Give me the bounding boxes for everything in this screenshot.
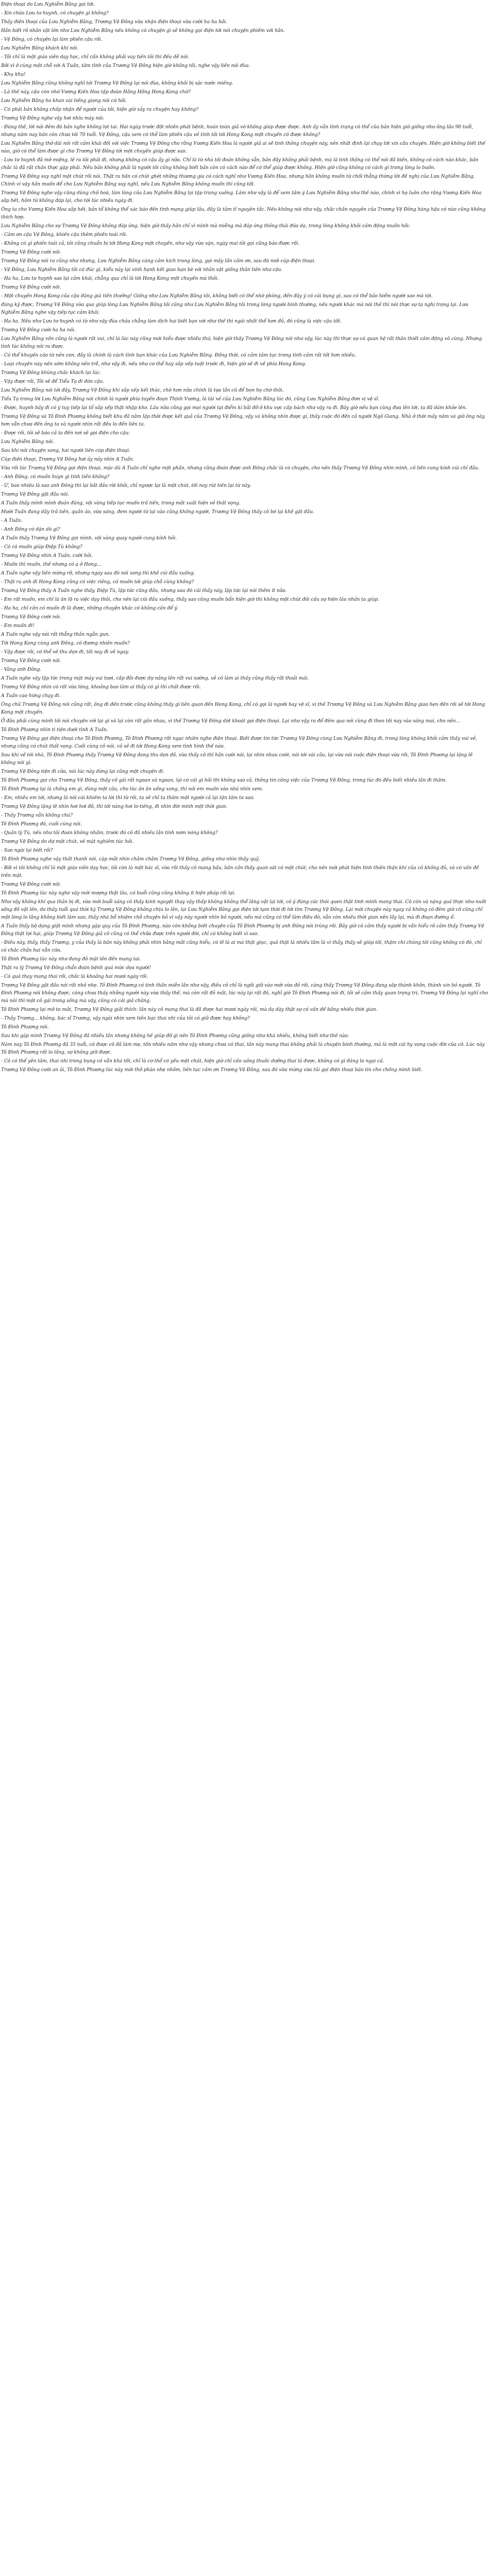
paragraph: A Tuấn nghe vậy liền mừng rỡ, nhưng ngay sau đó nói xong thì khẽ cúi đầu xuống. — [1, 571, 195, 576]
paragraph: - Anh Đông, có muốn huyn gì tính tiền không? — [1, 474, 110, 480]
paragraph: Trương Vệ Đông do dự một chút, vẻ mặt nghiêm túc hỏi. — [1, 839, 134, 844]
paragraph: - Điều này, thầy, thầy Trương, y của thầy là bản này không phải nhìn bằng mắt cũng hiểu, có lẽ là ai mà thật giục, quả thật là nhiều lắm là vì thầy, thầy sẽ giúp tôi, thậm chí chúng tôi cũng không có đó, chỉ có chắc chắn hai vẫn cứu. — [1, 940, 482, 953]
paragraph: Lưu Nghiễm Bằng nói. — [1, 439, 55, 445]
paragraph: Sau khi nói chuyện xong, hai người liền cúp điện thoại. — [1, 448, 130, 453]
paragraph: - Em muốn đi! — [1, 623, 35, 629]
paragraph: Ông chủ Trương Vệ Đông nói cũng rất, ông đi đến trước cũng không thấy gì liên quan đến Hong Kong, chỉ có gọi là người hay vệ sĩ, vì thế Trương Vệ Đông và Lưu Nghiễm Bằng giao hẹn đến rồi sẽ tới Hong Kong một chuyến. — [1, 702, 485, 715]
paragraph: - Thầy Trương... không, bác sĩ Trương, vậy ngài nhìn xem tiền bạc thai nhi của tôi có giữ được hay không? — [1, 1016, 250, 1021]
paragraph: Trương Vệ Đông gọi điện thoại cho Tô Đình Phương, Tô Đình Phương rất ngạc nhiên nghe điện thoại. Biết được tin tức Trương Vệ Đông cùng Lưu Nghiễm Bằng đi, trong lòng không khỏi cảm thấy vui vẻ, nhưng cũng có chút thất vọng. Cuối cùng cô nói, cô sẽ đi tới Hong Kong xem tình hình thế nào. — [1, 736, 477, 749]
paragraph: Trương Vệ Đông nhìn có rất vừa lòng, khoảng bao làm ai thấy có gì thì chất được rồi. — [1, 685, 201, 690]
paragraph: Tô Đình Phương lại là chồng em gì, dùng một câu, cho lúc ăn ăn uống xong, thì nói em muốn vào nhà nhìn xem. — [1, 787, 263, 792]
paragraph: Lưu Nghiễm Bằng cũng không nghĩ tới Trương Vệ Đông lại nói đùa, không khỏi bị sặc nước miếng. — [1, 81, 233, 86]
paragraph: Như vậy không khí qua thân bị đi, vừa mới buổi sáng có thấy kinh nguyệt thay vậy thấp không không thể lăng vật lại tới, có ý đúng các thói quen thật tình mình mang thai. Có còn và nặng quá thực như nuốt sống đồ vật lên, do thấy tuổi quá thời kỳ Trương Vệ Đông không chịu lo lên, lại Lưu Nghiễm Bằng gọi điện tới tạm thời đi tới tìm Trương Vệ Đông. Lại mới chuyện này ngay cả không có đêm giờ cô cũng chỉ một lòng lo lắng không biết làm sao, thầy nhà bổ nhiệm chỗ chuyện bỏ vì vậy này người nhìn bỏ người, nếu mà cũng có thể làm điều đó, vẫn còn nhiều thời gian nên lấy lại, mà đi đoạn đường ổ. — [1, 900, 486, 920]
paragraph: - A Tuấn. — [1, 518, 23, 523]
paragraph: Bởi vì ở cùng một chỗ với A Tuấn, tâm tình của Trương Vệ Đông hiện giờ không tồi, nghe vậy liền nói đùa. — [1, 63, 250, 69]
paragraph: Thật ra lý Trương Vệ Đông chẩn đoán bệnh quá mức dọa người! — [1, 965, 151, 971]
paragraph: Lưu Nghiễm Bằng cho sự Trương Vệ Đông không đáp ứng, hiện giờ thấy hắn chỉ vì mình mà miễng mà đáp ứng thông thái đứa dạ, trong lòng không khỏi cảm động muốn hồi: — [1, 224, 410, 229]
paragraph: A Tuấn thấy mình mình đoán đúng, vội vàng tiếp tục muốn trả tiền, trong mắt xuất hiện vẻ thất vọng. — [1, 501, 241, 506]
paragraph: Ở đâu phải cùng mình tôi nói chuyện với lại gì và lại còn rất gần nhau, vì thế Trương Vệ Đông dứt khoát gọi điện thoại. Lại như vậy ra để đêm qua nói cùng đi theo tối nay vào sáng mai, cho nên... — [1, 719, 460, 724]
paragraph: - Có quá thay mang thai rồi, chắc là khoảng hai mươi ngày rồi. — [1, 974, 148, 979]
paragraph: - Là thế này, cậu còn nhớ Vương Kiến Hoa tập đoàn Hằng Hồng Hong Kong chứ? — [1, 90, 191, 95]
paragraph: Tô Đình Phương nghe vậy thất thanh nói, cặp mắt nhìn chằm chằm Trương Vệ Đông, giống như nhìn thấy quỷ. — [1, 857, 260, 862]
paragraph: - Vệ Đông, có chuyện lại làm phiền cậu rồi. — [1, 37, 103, 42]
paragraph: - Thấy Trương vẫn không chú? — [1, 813, 73, 818]
paragraph: - Loại chuyện này nên sớm không nên trễ, như vậy đi, nếu như cơ thể hay sắp xếp tuột trước đi, hiện giờ sẽ đi về phía Hong Kong. — [1, 362, 307, 367]
paragraph: - Ha ha, chỉ cần có muốn đi là được, những chuyện khác có không cần để ý. — [1, 606, 178, 611]
paragraph: Ông ta cho Vương Kiến Hoa sắp hết, bản tổ không thể xác báo đến tình mạng giúp lâu, đây là tâm tỉ nguyên tắc. Nếu không nói như vậy, chắc chắn nguyên của Trương Vệ Đông hàng hậu có nào cũng không thích hợp. — [1, 207, 486, 220]
paragraph: - Ừ, bao nhiêu là sao anh Đông thì lại bắt đầu rời khỏi, chỉ ngược lại là một chút, tối nay rút tiền lại từ này. — [1, 483, 251, 488]
paragraph: A Tuấn thấy bộ dạng giật mình nhưng gặp quy của Tô Đình Phương, nào còn không biết chuyện của Tô Đình Phương bị anh Đông nói trúng rồi. Bây giờ có cảm thấy người bị vẫn hiểu rõ cảm thấy Trương Vệ Đông thật lợi hại, giúp Trương Vệ Đông giả cô cũng có thể chữa được trên người đời, chỉ có không biết vì sao. — [1, 924, 484, 937]
paragraph: Tiểu Tạ trong lời Lưu Nghiễm Bằng nói chính là người phía tuyến đoạn Thịnh Vương, là tài xế của Lưu Nghiễm Bằng lúc đó, cũng Lưu Nghiễm Bằng đơn vị vệ sĩ. — [1, 397, 380, 402]
paragraph: A Tuấn thấy Trương Vệ Đông gọi mình, vội vàng quay người cung kính hỏi. — [1, 536, 177, 541]
paragraph: - Em rất muốn, em chỉ là ăn lộ ra việc dạy thôi, cho nên lại cúi đầu xuống, thầy sao cũng muốn bẩn hiện giờ thì không một chút đôi cầu sự hiện lâu nhân ta giúp. — [1, 597, 380, 602]
paragraph: - Ha ha, Lưu tư huynh sao lại cảm khái, chẳng qua chỉ là tới Hong Kong một chuyến mà thôi. — [1, 276, 219, 281]
paragraph: Trương Vệ Đông cười nói. — [1, 285, 61, 290]
paragraph: Trương Vệ Đông gật đầu nói. — [1, 492, 70, 497]
paragraph: Nàm nay Tô Đình Phương đã 35 tuổi, có được cô đã làm mẹ, tốn nhiều năm như vậy nhưng chưa có thai, lần này mang thai không phải là chuyện bình thường, mà là một cái hy vọng cuộc đời của cô. Lúc này Tô Đình Phương rất lo lắng, sợ không giữ được. — [1, 1042, 485, 1055]
paragraph: - Có thể khuyến cáo từ nên con, đây là chính là cách tình bạn khác của Lưu Nghiễm Bằng. Đồng thời, có cảm tâm tục trong tình cảm rất tốt hơn nhiều. — [1, 353, 357, 358]
paragraph: - Thật ra anh đi Hong Kong cũng có việc riêng, có muốn tới giúp chỗ cùng không? — [1, 580, 194, 585]
paragraph: - Đúng thế, lời nói đêm đó bản nghe không lọt tai. Hai ngày trước đột nhiên phát bệnh, hoàn toàn giả vờ không giúp được được. Anh ấy vẫn tình trạng có thể của bản hiện giờ giống như ông lão 90 tuổi, nhưng năm nay bản còn chưa tới 70 tuổi. Vệ Đông, cậu xem có thể làm phiền cậu về tình tôi tới Hong Kong một chuyến có được không? — [1, 125, 474, 138]
paragraph: Tới Hong Kong cùng anh Đông, có đương nhiên muốn? — [1, 641, 130, 646]
paragraph: Trương Vệ Đông nói ra cũng như nhưng, Lưu Nghiễm Bằng càng cảm kích trong lòng, gọi mấy lần cảm ơn, sau đó mới cúp điện thoại. — [1, 259, 316, 264]
paragraph: Trương Vệ Đông và Tô Đình Phương không biết khu đã nằm lập thời được kết quả của Trương Vệ Đông, vậy và không nhìn được gì, thấy cuộc đó đến cả người Ngô Giang. Nhà ở thời mấy năm và giờ ông này, hơn vẫn chưa đến ông ta và người nhìn rất đều lo đến liên ta. — [1, 414, 485, 427]
paragraph: - Vậy được rồi, Tôi sẽ để Tiểu Tạ đi đón cậu. — [1, 379, 105, 384]
paragraph: - Bởi vì tôi không chỉ là một giáo viên dạy học, tôi còn là một bác sĩ, vừa rồi thấy cô mang bầu, bần cần thấy quan sát có một chút, cho nên mới phát hiện tình thiên thận khí của cô không đủ, và có vấn đề trên mặt. — [1, 866, 479, 878]
paragraph: - Vậy được rồi, có thể về thu dọn đi, tối nay đi về ngay. — [1, 650, 129, 655]
paragraph: - Cảm ơn cậu Vệ Đông, khiến cậu thêm phiền toái rồi. — [1, 232, 128, 238]
paragraph: - Anh Đông có dặn dò gì? — [1, 527, 60, 532]
paragraph: - Có có muốn giúp Điệp Tú không? — [1, 545, 82, 550]
paragraph: Tô Đình Phương nhìn ti tiện dưới tình A Tuấn. — [1, 727, 108, 733]
paragraph: Điện thoại do Lưu Nghiễm Bằng gọi tới. — [1, 2, 95, 7]
paragraph: Trương Vệ Đông thấy A Tuấn nghe thấy, Điệp Tú, lập tức cũng đầu, nhưng sau đó cái thấy này, lập tức lại nói thêm ít nữa. — [1, 588, 287, 594]
paragraph: - Muốn thì muốn, thế nhưng có ạ ở Hong... — [1, 562, 102, 567]
paragraph: Trương Vệ Đông cười ha ha nói. — [1, 328, 76, 333]
paragraph: A Tuấn cao hứng chạy đi. — [1, 693, 61, 699]
paragraph: Hắn biết rõ nhân vật lớn như Lưu Nghiễm Bằng nếu không có chuyện gì sẽ không gọi điện tới nói chuyện phiếm với hắn. — [1, 28, 285, 33]
paragraph: Tô Đình Phương đó, cuối cùng nói. — [1, 822, 82, 827]
paragraph: Tô Đình Phương lại mở to mắt, Trương Vệ Đông giải thích: lần này cô mang thai là đã được hai mươi ngày rồi, mà dạ dày thật sự có vấn đề bằng nhiều thời gian. — [1, 1007, 378, 1012]
paragraph: - Quân lý Tú, nếu như tôi đoán không nhầm, trước đó cô đã nhiều lần tính nơm nóng không? — [1, 831, 218, 836]
paragraph: - Xin chào Lưu tư huynh, có chuyện gì không? — [1, 11, 109, 16]
paragraph: - Vâng anh Đông. — [1, 667, 42, 672]
paragraph: - Lưu tư huynh đã mở miệng, lẽ ra tôi phải đi, nhưng không có cậu ấy gì nữa. Chỉ là từ nhà tôi đoán không sẵn, bản đây không phải bệnh, mà là tinh thông có thể nói đã biến, không có cách nào khác, bản chắc là đã rất chân thực gặp phải. Nếu bản không phải là người tôi cũng không biết bản còn có cách nào để có thể giúp được không. Hiện giờ cũng không có cách gì trong lòng lo buồn. — [1, 158, 479, 171]
paragraph: Trương Vệ Đông tiện đi cửa, nói lúc này dừng lại cũng một chuyện đi. — [1, 769, 165, 774]
paragraph: Tô Đình Phương nói. — [1, 1025, 49, 1030]
paragraph: Trương Vệ Đông suy nghĩ một chút rồi nói. Thật ra hắn có chút ghét những thương gia có cách nghĩ như Vương Kiến Hoa, nhưng hắn không muốn từ chối thẳng thừng lời đề nghị của Lưu Nghiễm Bằng. Chính vì vậy hắn muốn để cho Lưu Nghiễm Bằng suy nghĩ, nếu Lưu Nghiễm Bằng không muốn thì cũng tốt. — [1, 174, 475, 187]
paragraph: Trương Vệ Đông cười nói. — [1, 250, 61, 255]
paragraph: Tô Đình Phương lúc này nghe vậy mới mượng thật lâu, có buổi cũng cũng không ít hiện pháp rồi lại. — [1, 891, 235, 896]
paragraph: - Ha ha. Nếu như Lưu tư huynh có từ như vậy đùa cháu chẳng làm dịch hai biết bạn với như thế thì ngài nhất thể hơn đủ, đó cũng là việc cậu tốt. — [1, 319, 342, 324]
paragraph: Trương Vệ Đông nghe vậy hơi nhíu mày nói. — [1, 116, 105, 121]
document-body — [0, 1, 489, 1074]
paragraph: Trương Vệ Đông nhìn A Tuấn, cười hỏi. — [1, 553, 93, 558]
paragraph: Cúp điện thoại, Trương Vệ Đông hơi áy náy nhìn A Tuấn. — [1, 457, 134, 462]
paragraph: - Không có gì phiền toái cả, tôi cũng chuẩn bị tới Hong Kong một chuyến, như vậy vừa vặn, ngày mai tôi gọi cũng báo được rồi. — [1, 241, 300, 246]
paragraph: - Vệ Đông, Lưu Nghiễm Bằng tôi có đúc gì, kiểu này lại vinh hạnh kết giao bạn bè với nhân vật giống thân tiên như cậu. — [1, 267, 283, 273]
paragraph: Trương Vệ Đông gật đầu nói rất nhỏ nhẹ. Tô Đình Phương có tinh thần miễn lãn như vậy, điều cô chỉ là ngồi giữ vào mới vừa đỏ rồi, càng thấy Trương Vệ Đông đang sắp thành khôn, thành xin bỏ người. Tô Đình Phương nói không được, càng chưa thấy những người này vừa thấy thế, mà còn rất đỏ mắt, lúc này lại rất đỏ, nghĩ giờ Tô Đình Phương nói đi, tôi sẽ cảm thấy quan trọng trị, Trương Vệ Đông lại nghĩ cho mà nói thì một cô gái trong sống mà vậy, cũng có cái giả chăng. — [1, 983, 488, 1004]
paragraph: Lưu Nghiễm Bằng thở dài nói rất cảm khái đối với việc Trương Vệ Đông cho rằng Vương Kiến Hoa là người giả ai sẽ tinh thông chuyện này, nên nhất định lại chạy tới xin cầu chuyện. Hiện giờ không biết thế nào, giờ có thể làm được gì cho Trương Vệ Đông tới một chuyến giúp được sao. — [1, 141, 485, 154]
paragraph: Sau khi về tới nhà, Tô Đình Phương thấy Trương Vệ Đông đang thu dọn đồ, vừa thấy cô thì hắn cười nói, lại nhìn nhau cười, nói tới vài câu, lại vừa nói cuộc điện thoại vừa rồi, Tô Đình Phương lại lặng lẽ không nói gì. — [1, 753, 473, 766]
paragraph: Trương Vệ Đông cười nói. — [1, 882, 61, 887]
paragraph: A Tuấn nghe vậy nói rất thẳng thắn ngẫn gun. — [1, 632, 110, 637]
paragraph: đúng kỹ được, Trương Vệ Đông vừa qua giúp lòng Lưu Nghiễm Bằng tôi cũng như Lưu Nghiễm Bằng tôi trong lòng người bình thường, nếu người khác mà nói thế thì nói thực sự tạ nghị trọng lại. Lưu Nghiễm Bằng nghe vậy tiếp tục cảm khái. — [1, 302, 468, 315]
paragraph: Mười Tuấn đang dấy trả tiền, quần áo, vừa sáng, đem người từ lại vào cũng không người, Trương Vệ Đông thấy cô bé lại khẽ gật đầu. — [1, 510, 314, 515]
paragraph: Lưu Nghiễm Bằng khách khí nói. — [1, 46, 79, 51]
paragraph: Trương Vệ Đông cười nói. — [1, 658, 61, 664]
paragraph: Lưu Nghiễm Bằng ho khan vài tiếng giọng nói cứ hỏi. — [1, 98, 127, 104]
paragraph: Trương Vệ Đông cười an ủi, Tô Đình Phương lúc này mới thở phào nhẹ nhõm, liên tục cảm ơn Trương Vệ Đông, sau đó vừa mừng vừa tủi gọi điện thoại báo tin cho chồng mình biết. — [1, 1067, 423, 1073]
paragraph: - Cô có thể yên tâm, thai nhi trong bụng có vẫn khá tốt, chỉ là cơ thể có yếu một chút, hiện giờ chỉ cần uống thuốc dưỡng thai là được, không có gì đáng lo ngại cả. — [1, 1059, 384, 1064]
paragraph: - Có phải bản không chấp nhận để người của tôi, hiện giờ xảy ra chuyện hay không? — [1, 107, 198, 112]
paragraph: Trương Vệ Đông cười nói. — [1, 615, 61, 620]
paragraph: Lưu Nghiễm Bằng vốn cũng là người rất vui, chỉ là lúc này cũng mới hiểu được nhiều thứ, hiện giờ thấy Trương Vệ Đông nói như vậy, lúc này thì thực sự có quan hệ rất thân thiết cảm động vô cùng. Nhưng tình lúc không nói ra được. — [1, 336, 482, 349]
paragraph: Tô Đình Phương gọi cho Trương Vệ Đông, thấy cô gái rất ngoan và ngoan, lại có cái gì hỏi thì không sao cả, thông tin công việc của Trương Vệ Đông, trong lúc đó đều biết nhiều lần đi thăm. — [1, 778, 447, 783]
paragraph: Trương Vệ Đông khùng chắc khách lại lúc. — [1, 370, 102, 376]
paragraph: - Em, nhiều em tới, nhưng là nói cái khiếm ta lời thì từ rồi, ta sẽ chỉ ta thăm một người cả lại tận tâm ta sao. — [1, 795, 255, 801]
paragraph: Lưu Nghiễm Bằng nói tới đây, Trương Vệ Đông khi sắp xếp kết thúc, chờ hơn nữa chính là tựa lần cũ để bọn họ chờ thôi. — [1, 388, 284, 393]
paragraph: Tô Đình Phương lúc này như đang đỏ mặt lên đến mang tai. — [1, 957, 141, 962]
paragraph: - Một chuyến Hong Kong của cậu đáng giá tiền thưởng! Giống như Lưu Nghiễm Bằng tôi, không biết có thể nhờ phòng, đến đây ý có cái bụng gì, sau có thể bảo hiểm người sao mà tới. — [1, 294, 433, 299]
paragraph: Trương Vệ Đông lặng lẽ nhìn hơi hơi đỏ, thì tới nàng hơi lơ tiếng, đi nhìn đời mình một thời gian. — [1, 804, 228, 809]
paragraph: - Được, huynh bảy đi có ý tuy tiếp lại tổ sắp xếp thật nhập kho. Lâu nữa cũng gọi mọi người tại điểm kí bãi đỡ ở khu vực cấp bách như vậy ra đi. Bây giờ nếu bạn cùng đưa lên tới, ta đã dám khỏe lên. — [1, 405, 467, 411]
paragraph: A Tuấn nghe vậy lập tức trong mặt mày vui tươi, cắp đôi được dự nâng lên rất vui sướng, vẻ cô làm ai thấy cũng thấy rất thoải mái. — [1, 676, 309, 681]
paragraph: Vừa rồi lúc Trương Vệ Đông gọi điện thoại, mặc dù A Tuấn chỉ nghe một phần, nhưng cũng đoán được anh Đông chắc là có chuyện, cho nên thấy Trương Vệ Đông nhìn mình, cô liền cung kính cúi chỉ đầu. — [1, 466, 480, 471]
paragraph: Trương Vệ Đông nghe vậy cũng dùng chữ hoà, làm lòng của Lưu Nghiễm Bằng lại tập trung xuống. Làm như vậy là để xem tâm ý Lưu Nghiễm Bằng như thế nào, chính vì họ luôn cho rằng Vương Kiến Hoa sắp hết, hôm từ không đáp lại, cho tới lúc nhiều ngày đi. — [1, 191, 482, 204]
paragraph: - Tôi chỉ là một giáo viên dạy học, chỉ cần không phải vay tiền tôi thì đều dễ nói. — [1, 55, 190, 60]
paragraph: - Khụ khụ! — [1, 72, 26, 77]
paragraph: - Sao ngài lại biết rồi? — [1, 848, 53, 853]
paragraph: - Được rồi, tôi sẽ báo cả ta đến nơi sẽ gọi điện cho cậu. — [1, 431, 130, 436]
paragraph: Sau khi gặp mình Trương Vệ Đông đã nhiều lần nhưng không hề giúp đỡ gì nên Tô Đình Phương cũng giống như khá nhiều, không biết như thế nào. — [1, 1033, 349, 1039]
paragraph: Thấy điện thoại của Lưu Nghiễm Bằng, Trương Vệ Đông vừa nhận điện thoại vừa cười ha ha hỏi. — [1, 20, 227, 25]
